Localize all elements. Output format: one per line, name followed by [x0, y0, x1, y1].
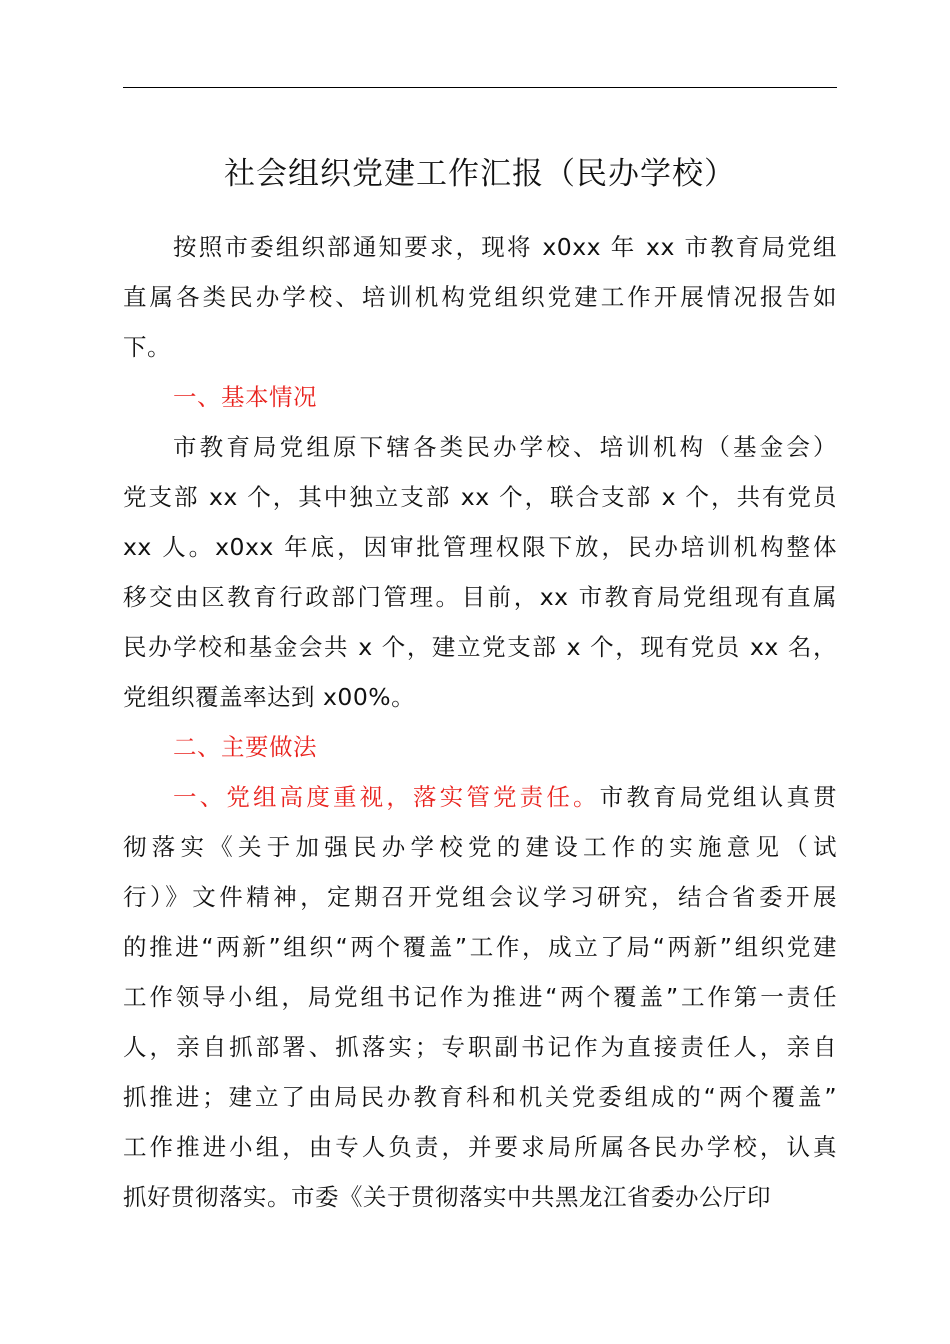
paragraph-line: 党支部 xx 个，其中独立支部 xx 个，联合支部 x 个，共有党员 — [123, 483, 837, 511]
section-heading-practice: 二、主要做法 — [173, 733, 317, 761]
paragraph-line: 下。 — [123, 333, 171, 361]
paragraph-line: 按照市委组织部通知要求，现将 x0xx 年 xx 市教育局党组 — [173, 233, 837, 261]
paragraph-line: 人，亲自抓部署、抓落实；专职副书记作为直接责任人，亲自 — [123, 1033, 837, 1061]
paragraph-line: 党组织覆盖率达到 x00%。 — [123, 683, 416, 711]
paragraph-line: 民办学校和基金会共 x 个，建立党支部 x 个，现有党员 xx 名， — [123, 633, 837, 661]
paragraph-line: 工作推进小组，由专人负责，并要求局所属各民办学校，认真 — [123, 1133, 837, 1161]
paragraph-line — [123, 772, 837, 822]
subsection-lead: 一、党组高度重视，落实管党责任。 — [173, 783, 600, 811]
paragraph-line: 彻落实《关于加强民办学校党的建设工作的实施意见（试 — [123, 833, 837, 861]
header-rule — [123, 87, 837, 88]
paragraph-line: 工作领导小组，局党组书记作为推进“两个覆盖”工作第一责任 — [123, 983, 837, 1011]
paragraph-line: 的推进“两新”组织“两个覆盖”工作，成立了局“两新”组织党建 — [123, 933, 837, 961]
document-title: 社会组织党建工作汇报（民办学校） — [224, 156, 736, 192]
paragraph-line: 直属各类民办学校、培训机构党组织党建工作开展情况报告如 — [123, 283, 837, 311]
paragraph-line: 行）》文件精神，定期召开党组会议学习研究，结合省委开展 — [123, 883, 837, 911]
paragraph-line: 市教育局党组原下辖各类民办学校、培训机构（基金会） — [173, 433, 837, 461]
paragraph-line: xx 人。x0xx 年底，因审批管理权限下放，民办培训机构整体 — [123, 533, 837, 561]
section-heading-basic: 一、基本情况 — [173, 383, 317, 411]
paragraph-line: 抓好贯彻落实。市委《关于贯彻落实中共黑龙江省委办公厅印 — [123, 1183, 771, 1211]
paragraph-line: 移交由区教育行政部门管理。目前，xx 市教育局党组现有直属 — [123, 583, 837, 611]
paragraph-text: 市教育局党组认真贯 — [599, 783, 838, 811]
paragraph-line: 抓推进；建立了由局民办教育科和机关党委组成的“两个覆盖” — [123, 1083, 837, 1111]
